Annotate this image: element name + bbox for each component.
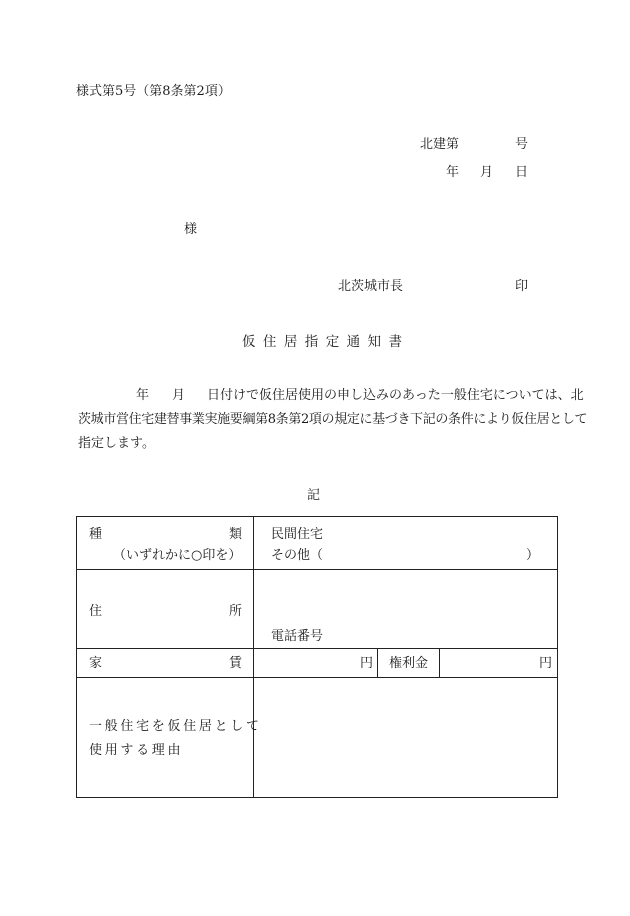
option-other[interactable]: その他（ [271,548,324,563]
type-label-cell [77,517,254,570]
body-month: 月 [172,388,186,403]
key-money-amount-field[interactable] [440,649,558,678]
body-year: 年 [136,388,150,403]
table-row-type [77,517,558,570]
rent-amount-field[interactable] [254,649,378,678]
address-label-left: 住 [89,604,103,619]
table-row-address [77,570,558,649]
form-number: 様式第5号（第8条第2項） [76,84,231,99]
body-line-3: 指定します。 [78,436,155,451]
rent-unit: 円 [360,656,374,671]
option-private-housing[interactable]: 民間住宅 [271,527,324,542]
option-other-close: ） [526,548,540,563]
address-field[interactable] [254,570,558,649]
type-label-left: 種 [89,527,103,542]
body-line-1: 日付けで仮住居使用の申し込みのあった一般住宅については、北 [207,388,584,403]
date-month: 月 [480,165,494,180]
address-label-cell [77,570,254,649]
issuer-name: 北茨城市長 [338,279,404,294]
reference-suffix: 号 [515,137,529,152]
rent-label-cell [77,649,254,678]
rent-label-left: 家 [89,656,103,671]
conditions-table [76,516,558,798]
table-row-rent [77,649,558,678]
type-label-right: 類 [229,527,243,542]
table-row-reason [77,678,558,798]
key-money-label-cell [378,649,440,678]
date-year: 年 [446,165,460,180]
addressee-suffix: 様 [184,222,198,237]
reason-label-line-1: 一般住宅を仮住居として [89,719,262,734]
reason-label-line-2: 使用する理由 [89,743,184,758]
phone-label: 電話番号 [271,629,324,644]
seal-mark: 印 [515,279,529,294]
reason-label-cell [77,678,262,798]
type-options-cell[interactable] [254,517,558,570]
rent-label-right: 賃 [229,656,243,671]
type-note: （いずれかに○印を） [113,548,242,563]
reason-field[interactable] [254,678,558,798]
document-title: 仮住居指定通知書 [242,334,410,350]
date-day: 日 [515,165,529,180]
body-line-2: 茨城市営住宅建替事業実施要綱第8条第2項の規定に基づき下記の条件により仮住居として [78,412,588,427]
key-money-label: 権利金 [389,656,429,671]
address-label-right: 所 [229,604,243,619]
key-money-unit: 円 [539,656,553,671]
ki-heading: 記 [307,488,321,503]
reference-prefix: 北建第 [420,137,460,152]
